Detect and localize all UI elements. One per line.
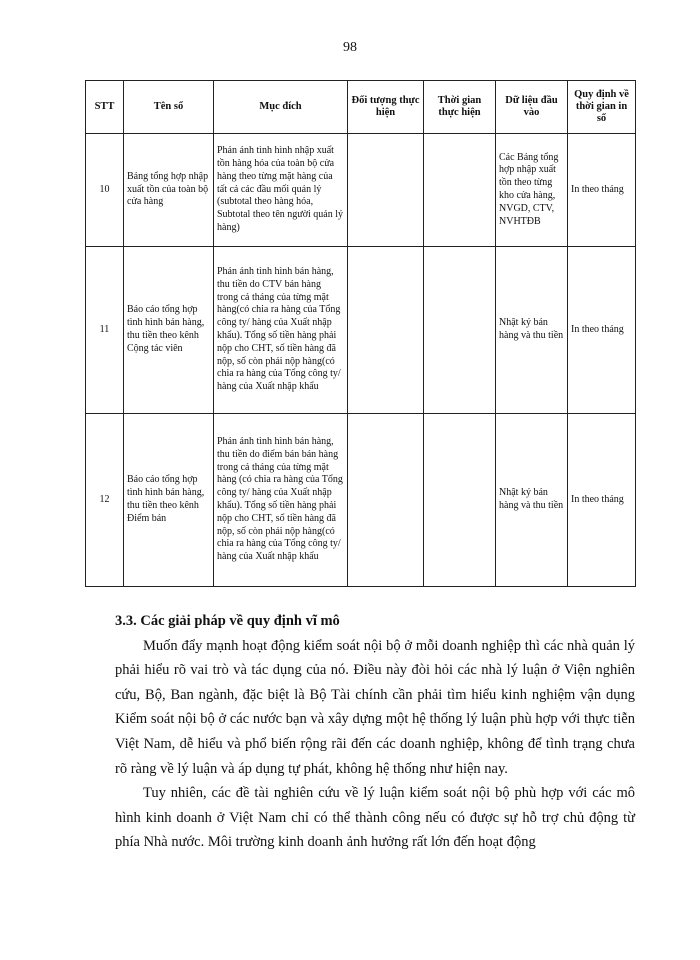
cell-stt: 12 [86,414,124,587]
table-row [86,134,636,247]
table-header-row [86,81,636,134]
cell-doi-tuong [348,247,424,414]
section-body [115,609,635,855]
paragraph: Tuy nhiên, các đề tài nghiên cứu về lý luận kiểm soát nội bộ phù hợp với các mô hình kinh doanh ở Việt Nam chỉ có thể thành công nếu có được sự hỗ trợ chủ động từ phía Nhà nước. Môi trường kinh doanh ảnh hưởng rất lớn đến hoạt động [115,785,635,851]
cell-du-lieu: Các Bảng tổng hợp nhập xuất tồn theo từng kho cửa hàng, NVGD, CTV, NVHTĐB [496,134,568,247]
paragraph: Muốn đẩy mạnh hoạt động kiểm soát nội bộ ở mỗi doanh nghiệp thì các nhà quản lý phải hiểu rõ vai trò và tác dụng của nó. Điều này đòi hỏi các nhà lý luận ở Viện nghiên cứu, Bộ, Ban ngành, đặc biệt là Bộ Tài chính cần phải tìm hiểu kinh nghiệm vận dụng Kiểm soát nội bộ ở các nước bạn và xây dựng một hệ thống lý luận phù hợp với thực tiễn Việt Nam, dễ hiểu và phổ biến rộng rãi đến các doanh nghiệp, không để tình trạng chưa rõ ràng về lý luận và áp dụng tự phát, không hệ thống như hiện nay. [115,637,635,777]
table-row [86,414,636,587]
header-doi-tuong: Đối tượng thực hiện [348,81,424,134]
cell-thoi-gian [424,414,496,587]
cell-quy-dinh: In theo tháng [568,247,636,414]
cell-muc-dich: Phản ánh tình hình bán hàng, thu tiền do điểm bán bán hàng trong cả tháng của từng mặt hàng (có chia ra hàng của Tổng công ty/ hàng của Xuất nhập khẩu). Tổng số tiền hàng phải nộp cho CHT, số tiền hàng đã nộp, số còn phải nộp hàng(có chia ra hàng của Tổng công ty/ hàng của Xuất nhập khẩu [214,414,348,587]
page-number: 98 [343,40,357,55]
cell-muc-dich: Phản ánh tình hình bán hàng, thu tiền do CTV bán hàng trong cả tháng của từng mặt hàng(có chia ra hàng của Tổng công ty/ hàng của Xuất nhập khẩu). Tổng số tiền hàng phải nộp cho CHT, số tiền hàng đã nộp, số còn phải nộp hàng(có chia ra hàng của Tổng công ty/ hàng của Xuất nhập khẩu [214,247,348,414]
header-du-lieu: Dữ liệu đầu vào [496,81,568,134]
header-ten-so: Tên sổ [124,81,214,134]
cell-ten-so: Bảng tổng hợp nhập xuất tồn của toàn bộ cửa hàng [124,134,214,247]
cell-ten-so: Báo cáo tổng hợp tình hình bán hàng, thu tiền theo kênh Cộng tác viên [124,247,214,414]
cell-quy-dinh: In theo tháng [568,134,636,247]
cell-du-lieu: Nhật ký bán hàng và thu tiền [496,414,568,587]
cell-quy-dinh: In theo tháng [568,414,636,587]
header-muc-dich: Mục đích [214,81,348,134]
header-thoi-gian: Thời gian thực hiện [424,81,496,134]
cell-muc-dich: Phản ánh tình hình nhập xuất tồn hàng hóa của toàn bộ cửa hàng theo từng mặt hàng của tất cả các đầu mối quản lý (subtotal theo hàng hóa, Subtotal theo tên người quản lý hàng) [214,134,348,247]
cell-ten-so: Báo cáo tổng hợp tình hình bán hàng, thu tiền theo kênh Điểm bán [124,414,214,587]
cell-du-lieu: Nhật ký bán hàng và thu tiền [496,247,568,414]
header-stt: STT [86,81,124,134]
section-heading: 3.3. Các giải pháp về quy định vĩ mô [115,613,340,629]
table-row [86,247,636,414]
cell-stt: 10 [86,134,124,247]
cell-thoi-gian [424,134,496,247]
cell-doi-tuong [348,414,424,587]
ledger-table [85,80,636,587]
cell-stt: 11 [86,247,124,414]
header-quy-dinh: Quy định về thời gian in sổ [568,81,636,134]
cell-doi-tuong [348,134,424,247]
cell-thoi-gian [424,247,496,414]
